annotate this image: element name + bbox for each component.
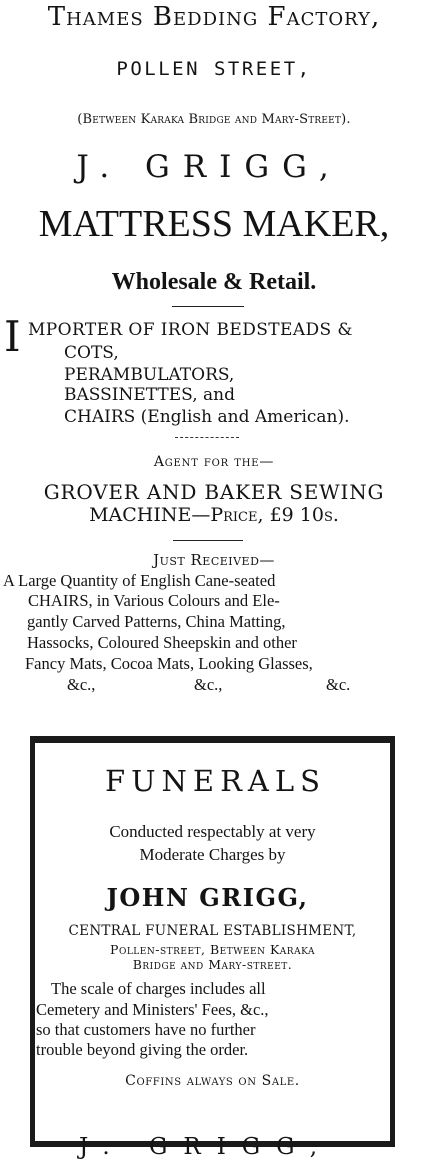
- address-line: Bridge and Mary-street.: [132, 957, 293, 972]
- advert-title: Thames Bedding Factory,: [47, 2, 381, 32]
- etc-mark: &c.: [326, 675, 351, 694]
- divider-rule: [172, 306, 244, 307]
- coffins-line: Coffins always on Sale.: [125, 1073, 300, 1089]
- charges-line: The scale of charges includes all: [51, 979, 266, 998]
- received-heading: Just Received—: [153, 551, 275, 569]
- importer-item: BASSINETTES, and: [64, 385, 235, 405]
- importer-item: PERAMBULATORS,: [64, 365, 235, 385]
- funeral-director-name: JOHN GRIGG,: [106, 883, 309, 912]
- charges-line: so that customers have no further: [36, 1020, 256, 1039]
- establishment-line: CENTRAL FUNERAL ESTABLISHMENT,: [68, 923, 357, 939]
- funeral-conducted-line: Conducted respectably at very: [109, 822, 316, 841]
- divider-rule: [173, 540, 243, 541]
- funeral-advert-box: [30, 736, 395, 1147]
- received-line: Hassocks, Coloured Sheepskin and other: [27, 633, 297, 652]
- importer-item: COTS,: [64, 343, 119, 363]
- proprietor-name: J. GRIGG,: [76, 149, 342, 185]
- received-line: Fancy Mats, Cocoa Mats, Looking Glasses,: [25, 654, 313, 673]
- funeral-title: FUNERALS: [104, 764, 326, 798]
- divider-dash: [175, 437, 239, 438]
- drop-cap: I: [4, 312, 21, 361]
- footer-proprietor-name: J. GRIGG,: [78, 1134, 334, 1160]
- agent-price-line: MACHINE—Price, £9 10s.: [89, 504, 339, 526]
- received-line: CHAIRS, in Various Colours and Ele-: [28, 591, 280, 610]
- agent-line: GROVER AND BAKER SEWING: [43, 480, 385, 504]
- terms-line: Wholesale & Retail.: [111, 269, 317, 295]
- address-line: Pollen-street, Between Karaka: [110, 942, 315, 957]
- received-line: A Large Quantity of English Cane-seated: [3, 571, 276, 590]
- street-line: POLLEN STREET,: [116, 58, 312, 80]
- etc-mark: &c.,: [194, 675, 223, 694]
- charges-line: Cemetery and Ministers' Fees, &c.,: [36, 1000, 269, 1019]
- agent-heading: Agent for the—: [153, 454, 275, 470]
- trade-heading: MATTRESS MAKER,: [38, 203, 390, 245]
- funeral-conducted-line: Moderate Charges by: [139, 845, 286, 864]
- importer-first-line: MPORTER OF IRON BEDSTEADS &: [28, 320, 353, 340]
- importer-item: CHAIRS (English and American).: [64, 407, 350, 427]
- etc-mark: &c.,: [67, 675, 96, 694]
- charges-line: trouble beyond giving the order.: [36, 1040, 249, 1059]
- received-line: gantly Carved Patterns, China Matting,: [27, 612, 286, 631]
- location-line: (Between Karaka Bridge and Mary-Street).: [77, 112, 351, 127]
